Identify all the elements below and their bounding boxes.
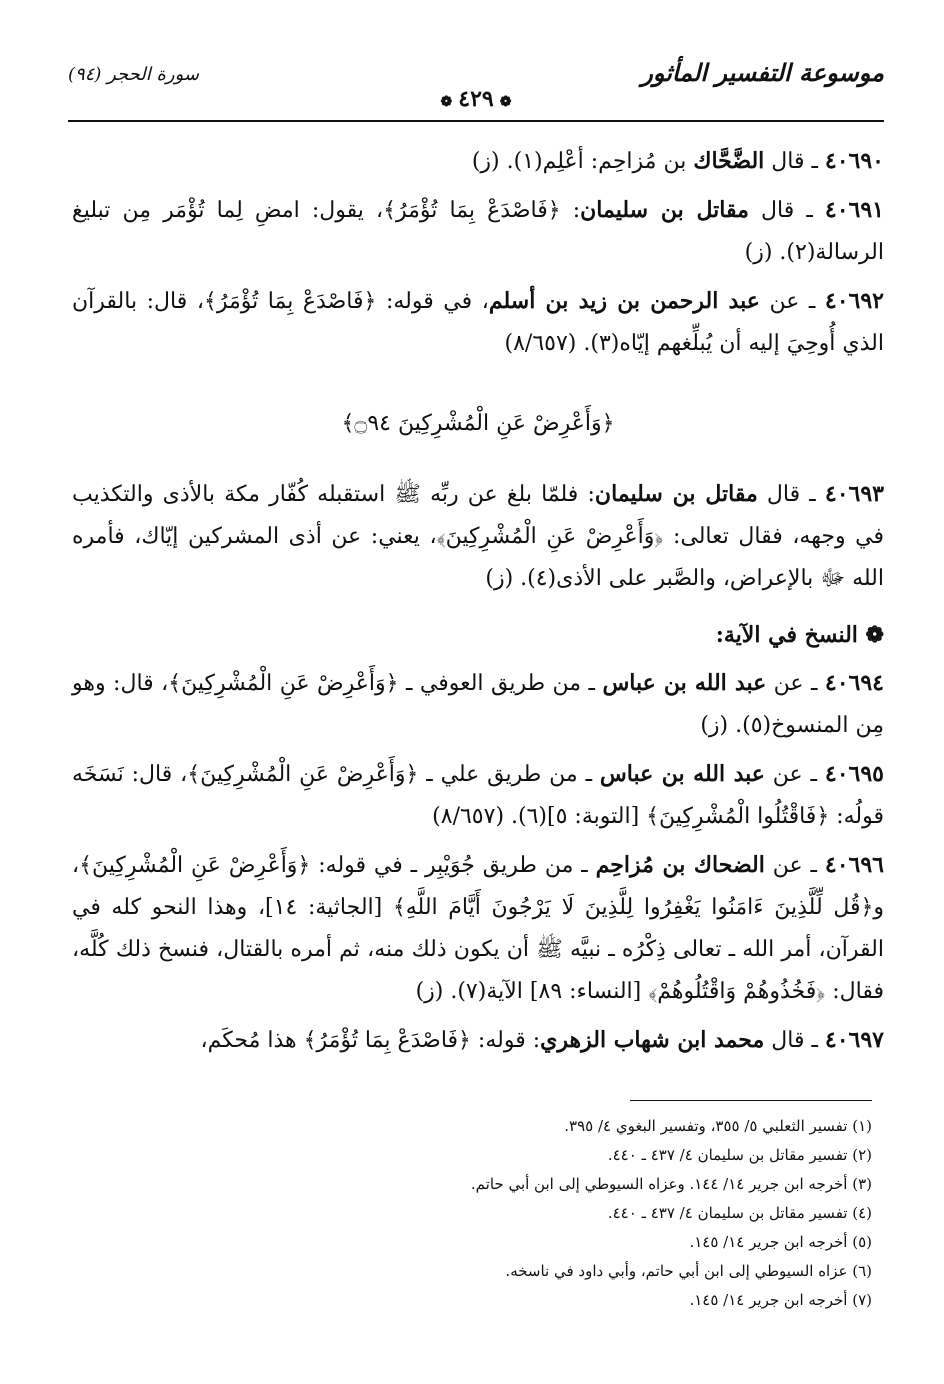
hadith-number: ٤٠٦٩٧ xyxy=(824,1027,884,1053)
hadith-paragraph xyxy=(72,473,884,600)
hadith-number: ٤٠٦٩٠ xyxy=(824,148,884,174)
footnote-rule xyxy=(630,1100,872,1101)
page-header xyxy=(68,50,884,110)
hadith-number: ٤٠٦٩٥ xyxy=(824,761,884,787)
footnote: (٦) عزاه السيوطي إلى ابن أبي حاتم، وأبي داود في ناسخه. xyxy=(505,1262,872,1280)
hadith-paragraph xyxy=(72,753,884,838)
narrator-name: محمد ابن شهاب الزهري xyxy=(540,1027,765,1053)
narrator-name: عبد الله بن عباس xyxy=(602,670,767,696)
hadith-text: ـ من طريق علي ـ ﴿وَأَعْرِضْ عَنِ الْمُشْرِكِينَ﴾، قال: نَسَخَه قولُه: ﴿فَاقْتُلُوا الْمُشْرِكِينَ﴾ [التوبة: ٥](٦). (٨/٦٥٧) xyxy=(72,762,884,829)
footnote: (٢) تفسير مقاتل بن سليمان ٤/ ٤٣٧ ـ ٤٤٠. xyxy=(607,1146,872,1164)
ayah-heading: ﴿وَأَعْرِضْ عَنِ الْمُشْرِكِينَ ۝٩٤﴾ xyxy=(341,411,615,436)
hadith-paragraph xyxy=(72,1019,884,1062)
narrator-name: مقاتل بن سليمان xyxy=(594,481,758,507)
hadith-intro: ـ عن xyxy=(764,762,825,787)
footnote: (٣) أخرجه ابن جرير ١٤/ ١٤٤. وعزاه السيوطي إلى ابن أبي حاتم. xyxy=(470,1175,872,1193)
hadith-intro: ـ قال xyxy=(757,482,825,507)
page-number-block xyxy=(435,86,518,112)
footnote: (٥) أخرجه ابن جرير ١٤/ ١٤٥. xyxy=(689,1233,872,1251)
hadith-paragraph xyxy=(72,844,884,1013)
narrator-name: الضَّحَّاك xyxy=(693,148,765,174)
hadith-text: : قوله: ﴿فَاصْدَعْ بِمَا تُؤْمَرُ﴾ هذا مُحكَم، xyxy=(200,1028,541,1053)
narrator-name: عبد الرحمن بن زيد بن أسلم xyxy=(488,288,760,314)
hadith-paragraph xyxy=(72,662,884,747)
hadith-intro: ـ قال xyxy=(748,198,825,223)
hadith-text: : فلمّا بلغ عن ربِّه ﷺ استقبله كُفّار مكة بالأذى والتكذيب في وجهه، فقال تعالى: ﴿وَأَعْرِضْ عَنِ الْمُشْرِكِينَ﴾، يعني: عن أذى المشركين إيّاك، فأمره الله ﷻ بالإعراض، والصَّبر على الأذى(٤). (ز) xyxy=(72,482,884,591)
footnote: (١) تفسير الثعلبي ٥/ ٣٥٥، وتفسير البغوي ٤/ ٣٩٥. xyxy=(564,1117,872,1135)
book-title: موسوعة التفسير المأثور xyxy=(641,58,884,87)
footnote: (٤) تفسير مقاتل بن سليمان ٤/ ٤٣٧ ـ ٤٤٠. xyxy=(607,1204,872,1222)
hadith-text: ـ من طريق جُوَيْبِر ـ في قوله: ﴿وَأَعْرِضْ عَنِ الْمُشْرِكِينَ﴾، و﴿قُل لِّلَّذِينَ ءَامَنُوا يَغْفِرُوا لِلَّذِينَ لَا يَرْجُونَ أَيَّامَ اللَّهِ﴾ [الجاثية: ١٤]، وهذا النحو كله في القرآن، أمر الله ـ تعالى ذِكْرُه ـ نبيَّه ﷺ أن يكون ذلك منه، ثم أمره بالقتال، فنسخ ذلك كُلَّه، فقال: ﴿فَخُذُوهُمْ وَاقْتُلُوهُمْ﴾ [النساء: ٨٩] الآية(٧). (ز) xyxy=(72,853,885,1004)
hadith-text: ـ من طريق العوفي ـ ﴿وَأَعْرِضْ عَنِ الْمُشْرِكِينَ﴾، قال: وهو مِن المنسوخ(٥). (ز) xyxy=(72,671,884,738)
page-number: ٤٢٩ xyxy=(458,86,494,112)
hadith-number: ٤٠٦٩٣ xyxy=(824,481,884,507)
hadith-paragraph xyxy=(72,140,884,183)
hadith-intro: ـ عن xyxy=(764,853,825,878)
hadith-number: ٤٠٦٩٢ xyxy=(824,288,884,314)
hadith-intro: ـ عن xyxy=(766,671,825,696)
hadith-paragraph xyxy=(72,189,884,274)
ornament-icon: ❁ xyxy=(440,94,453,110)
main-content xyxy=(72,140,884,1068)
hadith-text: : ﴿فَاصْدَعْ بِمَا تُؤْمَرُ﴾، يقول: امضِ لِما تُؤْمَر مِن تبليغ الرسالة(٢). (ز) xyxy=(72,198,884,265)
hadith-text: ، في قوله: ﴿فَاصْدَعْ بِمَا تُؤْمَرُ﴾، قال: بالقرآن الذي أُوحِيَ إليه أن يُبلِّغهم إيّاه(٣). (٨/٦٥٧) xyxy=(72,289,884,356)
ornament-icon: ❁ xyxy=(499,94,512,110)
footnotes xyxy=(72,1112,872,1315)
section-title: ❁ النسخ في الآية: xyxy=(715,622,884,648)
hadith-number: ٤٠٦٩٦ xyxy=(824,852,884,878)
hadith-text: بن مُزاحِم: أعْلِم(١). (ز) xyxy=(471,149,694,174)
header-rule xyxy=(68,120,884,122)
footnote: (٧) أخرجه ابن جرير ١٤/ ١٤٥. xyxy=(689,1291,872,1309)
hadith-intro: ـ قال xyxy=(764,149,825,174)
narrator-name: الضحاك بن مُزاحِم xyxy=(595,852,765,878)
hadith-paragraph xyxy=(72,280,884,365)
hadith-number: ٤٠٦٩١ xyxy=(824,197,884,223)
hadith-number: ٤٠٦٩٤ xyxy=(824,670,884,696)
surah-label: سورة الحجر (٩٤) xyxy=(68,64,199,85)
hadith-intro: ـ قال xyxy=(764,1028,825,1053)
narrator-name: عبد الله بن عباس xyxy=(599,761,765,787)
narrator-name: مقاتل بن سليمان xyxy=(580,197,749,223)
hadith-intro: ـ عن xyxy=(759,289,825,314)
